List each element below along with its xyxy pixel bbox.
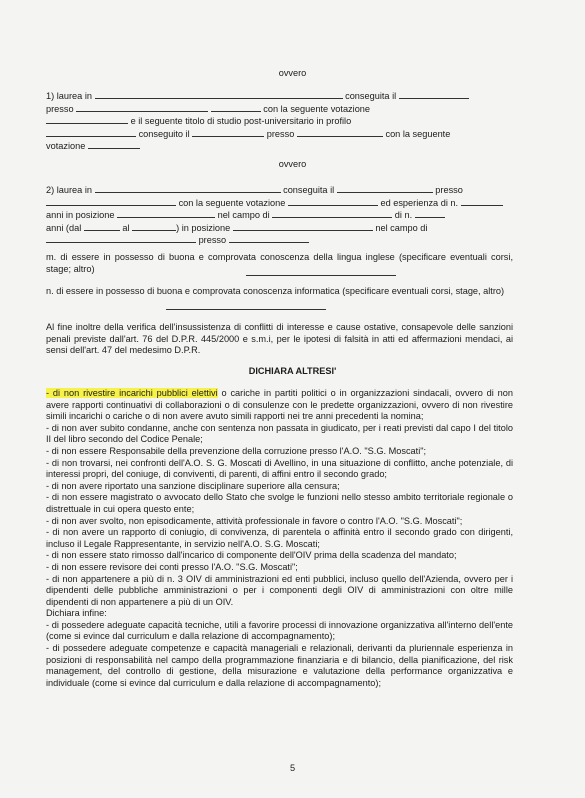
- ovvero-separator-1: ovvero: [278, 68, 307, 78]
- declaration-item: - di possedere adeguate capacità tecniche, utili a favorire processi di innovazione organizzativa all'interno dell'ente (come si evince dal curriculum e dalla relazione di accompagnamento);: [46, 619, 513, 642]
- declaration-item: - di non essere Responsabile della prevenzione della corruzione presso l'A.O. "S.G. Moscati";: [46, 445, 427, 456]
- item-m-english: m. di essere in possesso di buona e comprovata conoscenza della lingua inglese (specificare eventuali corsi, stage; altro): [46, 252, 513, 275]
- highlighted-text: - di non rivestire incarichi pubblici elettivi: [46, 388, 218, 398]
- dichiara-infine-label: Dichiara infine:: [46, 608, 107, 619]
- declaration-item: - di non rivestire incarichi pubblici elettivi o cariche in partiti politici o in organizzazioni sindacali, ovvero di non avere rapporti continuativi di collaborazioni o di consulenze con le predette organizzazioni, ovvero di non rivestire simili incarichi o cariche o di non avere avuto simili rapporti nei tre anni precedenti la nomina;: [46, 388, 513, 422]
- section-heading: DICHIARA ALTRESI': [248, 366, 337, 376]
- declaration-item: - di non aver subito condanne, anche con sentenza non passata in giudicato, per i reati previsti dal capo I del titolo II del libro secondo del Codice Penale;: [46, 422, 513, 445]
- paragraph-conflict-of-interest: Al fine inoltre della verifica dell'insussistenza di conflitti di interesse e cause ostative, consapevole delle sanzioni penali previste dall'art. 76 del D.P.R. 445/2000 e s.m.i, per le ipotesi di falsità in atti ed affermazioni mendaci, ai sensi dell'art. 47 del medesimo D.P.R.: [46, 322, 513, 356]
- declaration-item: - di non appartenere a più di n. 3 OIV di amministrazioni ed enti pubblici, incluso quello dell'Azienda, ovvero per i dipendenti delle pubbliche amministrazioni o per i componenti degli OIV di amministrazioni con oltre mille dipendenti di non appartenere a più di un OIV.: [46, 573, 513, 607]
- declaration-item: - di non avere riportato una sanzione disciplinare superiore alla censura;: [46, 480, 340, 491]
- item-n-computer-skills: n. di essere in possesso di buona e comprovata conoscenza informatica (specificare eventuali corsi, stage, altro): [46, 286, 513, 298]
- declaration-item: - di non essere stato rimosso dall'incarico di componente dell'OIV prima della scadenza del mandato;: [46, 550, 457, 561]
- declaration-item: - di non essere magistrato o avvocato dello Stato che svolge le funzioni nello stesso ambito territoriale regionale o distrettuale in cui opera questo ente;: [46, 492, 513, 514]
- page-number: 5: [289, 763, 296, 773]
- laurea-1-block: 1) laurea in conseguita il presso con la seguente votazione e il seguente titolo di studio post-universitario in profilo conseguito il presso con la seguente votazione: [46, 90, 513, 153]
- ovvero-separator-2: ovvero: [278, 159, 307, 169]
- laurea-2-block: 2) laurea in conseguita il presso con la seguente votazione ed esperienza di n. anni in posizione nel campo di di n. anni (dal al ) in posizione nel campo di presso: [46, 184, 513, 247]
- declaration-item: - di non aver svolto, non episodicamente, attività professionale in favore o contro l'A.O. "S.G. Moscati";: [46, 515, 463, 526]
- declarations-list: [46, 388, 513, 689]
- declaration-item: - di non trovarsi, nei confronti dell'A.O. S. G. Moscati di Avellino, in una situazione di conflitto, anche potenziale, di interessi propri, del coniuge, di conviventi, di parenti, di affini entro il secondo grado;: [46, 457, 513, 480]
- declaration-item: - di non avere un rapporto di coniugio, di convivenza, di parentela o affinità entro il secondo grado con dirigenti, incluso il Legale Rappresentante, in servizio nell'A.O. S.G. Moscati;: [46, 527, 513, 549]
- declaration-item: - di non essere revisore dei conti presso l'A.O. "S.G. Moscati";: [46, 561, 298, 572]
- declaration-item: - di possedere adeguate competenze e capacità manageriali e relazionali, derivanti da pluriennale esperienza in posizioni di responsabilità nel campo della programmazione finanziaria e di bilancio, della pianificazione, del risk management, del controllo di gestione, della misurazione e valutazione della performance organizzativa e individuale (come si evince dal curriculum e dalla relazione di accompagnamento);: [46, 643, 513, 688]
